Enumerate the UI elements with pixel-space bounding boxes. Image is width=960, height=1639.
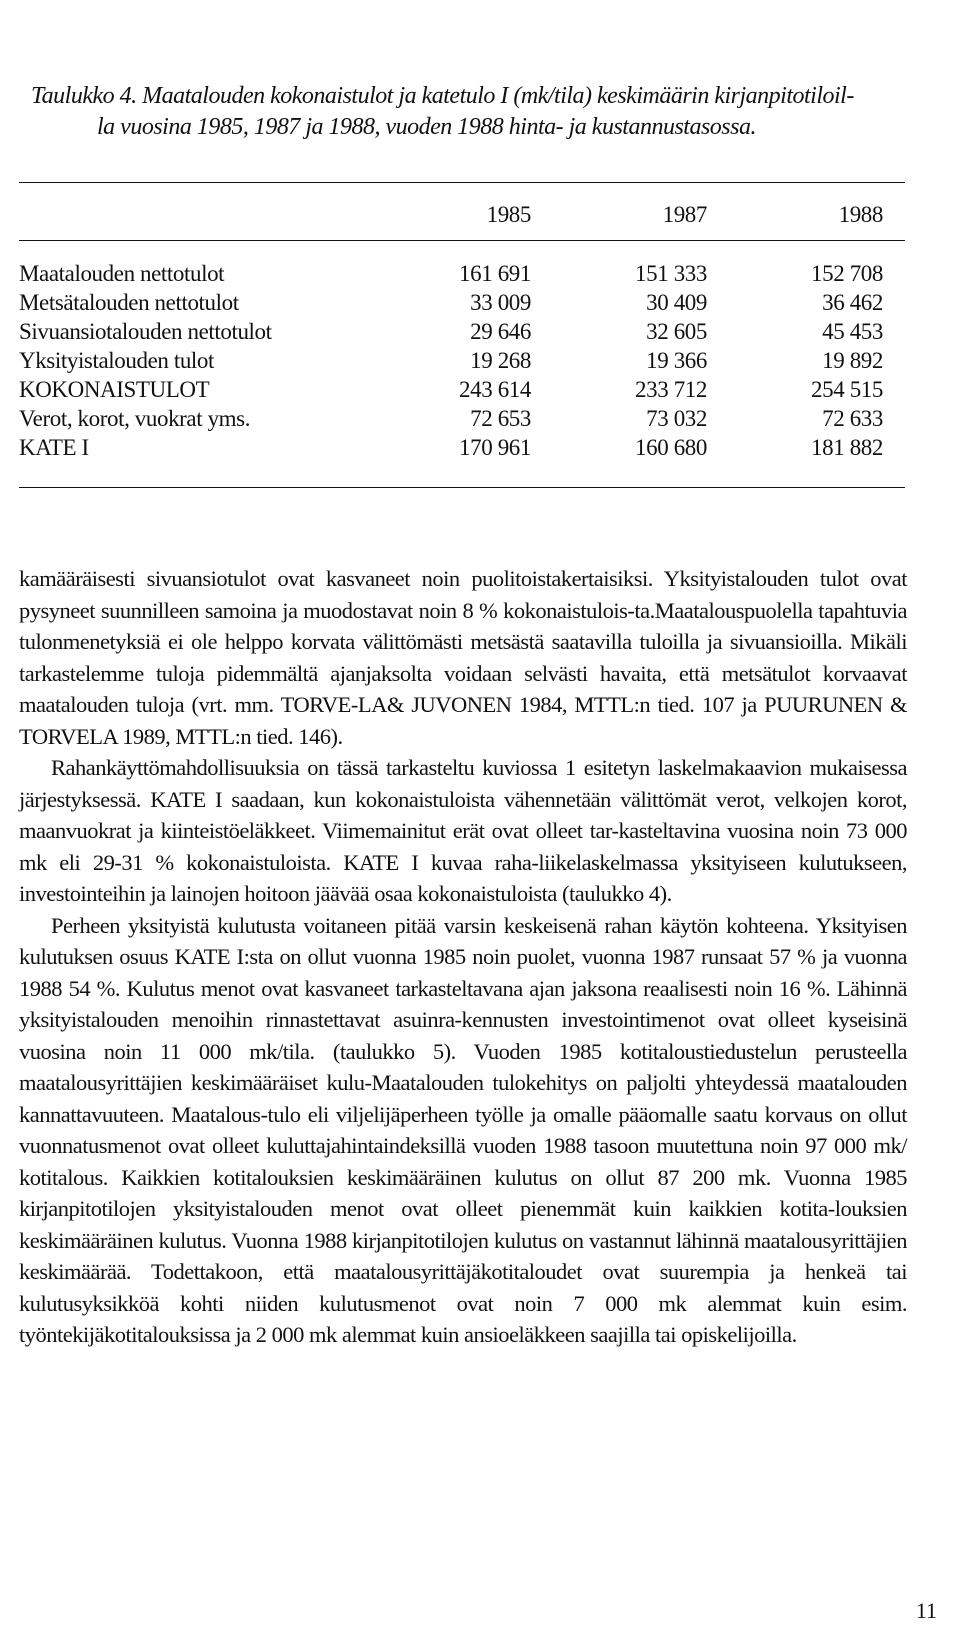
page-number: 11	[915, 1598, 937, 1623]
cell-value: 32 605	[646, 319, 707, 344]
row-label: Yksityistalouden tulot	[19, 348, 214, 373]
cell-value: 152 708	[811, 261, 883, 286]
cell-value: 19 366	[646, 348, 707, 373]
table-row	[19, 319, 905, 349]
column-header-1987: 1987	[662, 202, 707, 227]
table-header-rule	[19, 240, 905, 241]
cell-value: 243 614	[459, 377, 531, 402]
paragraph: Rahankäyttömahdollisuuksia on tässä tarkasteltu kuviossa 1 esitetyn laskelmakaavion mukaisessa järjestyksessä. KATE I saadaan, kun kokonaistuloista vähennetään välittömät verot, velkojen korot, maanvuokrat ja kiinteistöeläkkeet. Viimemainitut erät ovat olleet tar-kasteltavina vuosina noin 73 000 mk eli 29-31 % kokonaistuloista. KATE I kuvaa raha-liikelaskelmassa yksityiseen kulutukseen, investointeihin ja lainojen hoitoon jäävää osaa kokonaistuloista (taulukko 4).	[19, 755, 907, 906]
row-label: KATE I	[19, 435, 89, 460]
caption-line-2: la vuosina 1985, 1987 ja 1988, vuoden 1988 hinta- ja kustannustasossa.	[97, 114, 756, 140]
caption-line-1	[31, 83, 854, 109]
caption-prefix: Taulukko 4.	[31, 83, 137, 109]
cell-value: 72 633	[822, 406, 883, 431]
body-text	[19, 563, 907, 1351]
cell-value: 161 691	[459, 261, 531, 286]
cell-value: 29 646	[470, 319, 531, 344]
row-label: Verot, korot, vuokrat yms.	[19, 406, 251, 431]
table-row	[19, 406, 905, 436]
table-bottom-rule	[19, 487, 905, 488]
table-top-rule	[19, 182, 905, 183]
cell-value: 19 268	[470, 348, 531, 373]
table-header-row	[19, 202, 905, 232]
paragraph: Perheen yksityistä kulutusta voitaneen pitää varsin keskeisenä rahan käytön kohteena. Yksityisen kulutuksen osuus KATE I:sta on ollut vuonna 1985 noin puolet, vuonna 1987 runsaat 57 % ja vuonna 1988 54 %. Kulutus menot ovat kasvaneet tarkasteltavana ajan jaksona reaalisesti noin 16 %. Lähinnä yksityistalouden menoihin rinnastettavat asuinra-kennusten investointimenot ovat olleet kyseisinä vuosina noin 11 000 mk/tila. (taulukko 5). Vuoden 1985 kotitaloustiedustelun perusteella maatalousyrittäjien keskimääräiset kulu-Maatalouden tulokehitys on paljolti yhteydessä maatalouden kannattavuuteen. Maatalous-tulo eli viljelijäperheen työlle ja omalle pääomalle saatu korvaus on ollut vuonnatusmenot ovat olleet kuluttajahintaindeksillä vuoden 1988 tasoon muutettuna noin 97 000 mk/ kotitalous. Kaikkien kotitalouksien keskimääräinen kulutus on ollut 87 200 mk. Vuonna 1985 kirjanpitotilojen yksityistalouden menot ovat olleet pienemmät kuin kaikkien kotita-louksien keskimääräinen kulutus. Vuonna 1988 kirjanpitotilojen kulutus on vastannut lähinnä maatalousyrittäjien keskimäärää. Todettakoon, että maatalousyrittäjäkotitaloudet ovat suurempia ja henkeä tai kulutusyksikköä kohti niiden kulutusmenot ovat noin 7 000 mk alemmat kuin esim. työntekijäkotitalouksissa ja 2 000 mk alemmat kuin ansioeläkkeen saajilla tai opiskelijoilla.	[19, 912, 907, 1347]
table-row	[19, 290, 905, 320]
cell-value: 233 712	[635, 377, 707, 402]
cell-value: 151 333	[635, 261, 707, 286]
table-row	[19, 348, 905, 378]
cell-value: 30 409	[646, 290, 707, 315]
cell-value: 19 892	[822, 348, 883, 373]
row-label: Sivuansiotalouden nettotulot	[19, 319, 272, 344]
cell-value: 254 515	[811, 377, 883, 402]
row-label: Metsätalouden nettotulot	[19, 290, 239, 315]
cell-value: 170 961	[459, 435, 531, 460]
caption-text-1: Maatalouden kokonaistulot ja katetulo I (mk/tila) keskimäärin kirjanpitotiloil-	[142, 83, 854, 109]
paragraph: kamääräisesti sivuansiotulot ovat kasvaneet noin puolitoistakertaisiksi. Yksityistalouden tulot ovat pysyneet suunnilleen samoina ja muodostavat noin 8 % kokonaistulois-ta.Maatalouspuolella tapahtuvia tulonmenetyksiä ei ole helppo korvata välittömästi metsästä saatavilla tuloilla ja sivuansioilla. Mikäli tarkastelemme tuloja pidemmältä ajanjaksolta voidaan selvästi havaita, että metsätulot korvaavat maatalouden tuloja (vrt. mm. TORVE-LA& JUVONEN 1984, MTTL:n tied. 107 ja PUURUNEN & TORVELA 1989, MTTL:n tied. 146).	[19, 566, 907, 749]
cell-value: 73 032	[646, 406, 707, 431]
row-label: Maatalouden nettotulot	[19, 261, 225, 286]
table-row	[19, 261, 905, 291]
column-header-1985: 1985	[486, 202, 531, 227]
table-row	[19, 377, 905, 407]
row-label: KOKONAISTULOT	[19, 377, 210, 402]
column-header-1988: 1988	[838, 202, 883, 227]
cell-value: 36 462	[822, 290, 883, 315]
cell-value: 45 453	[822, 319, 883, 344]
table-row	[19, 435, 905, 465]
table-caption	[31, 81, 921, 143]
cell-value: 160 680	[635, 435, 707, 460]
cell-value: 72 653	[470, 406, 531, 431]
cell-value: 33 009	[470, 290, 531, 315]
cell-value: 181 882	[811, 435, 883, 460]
